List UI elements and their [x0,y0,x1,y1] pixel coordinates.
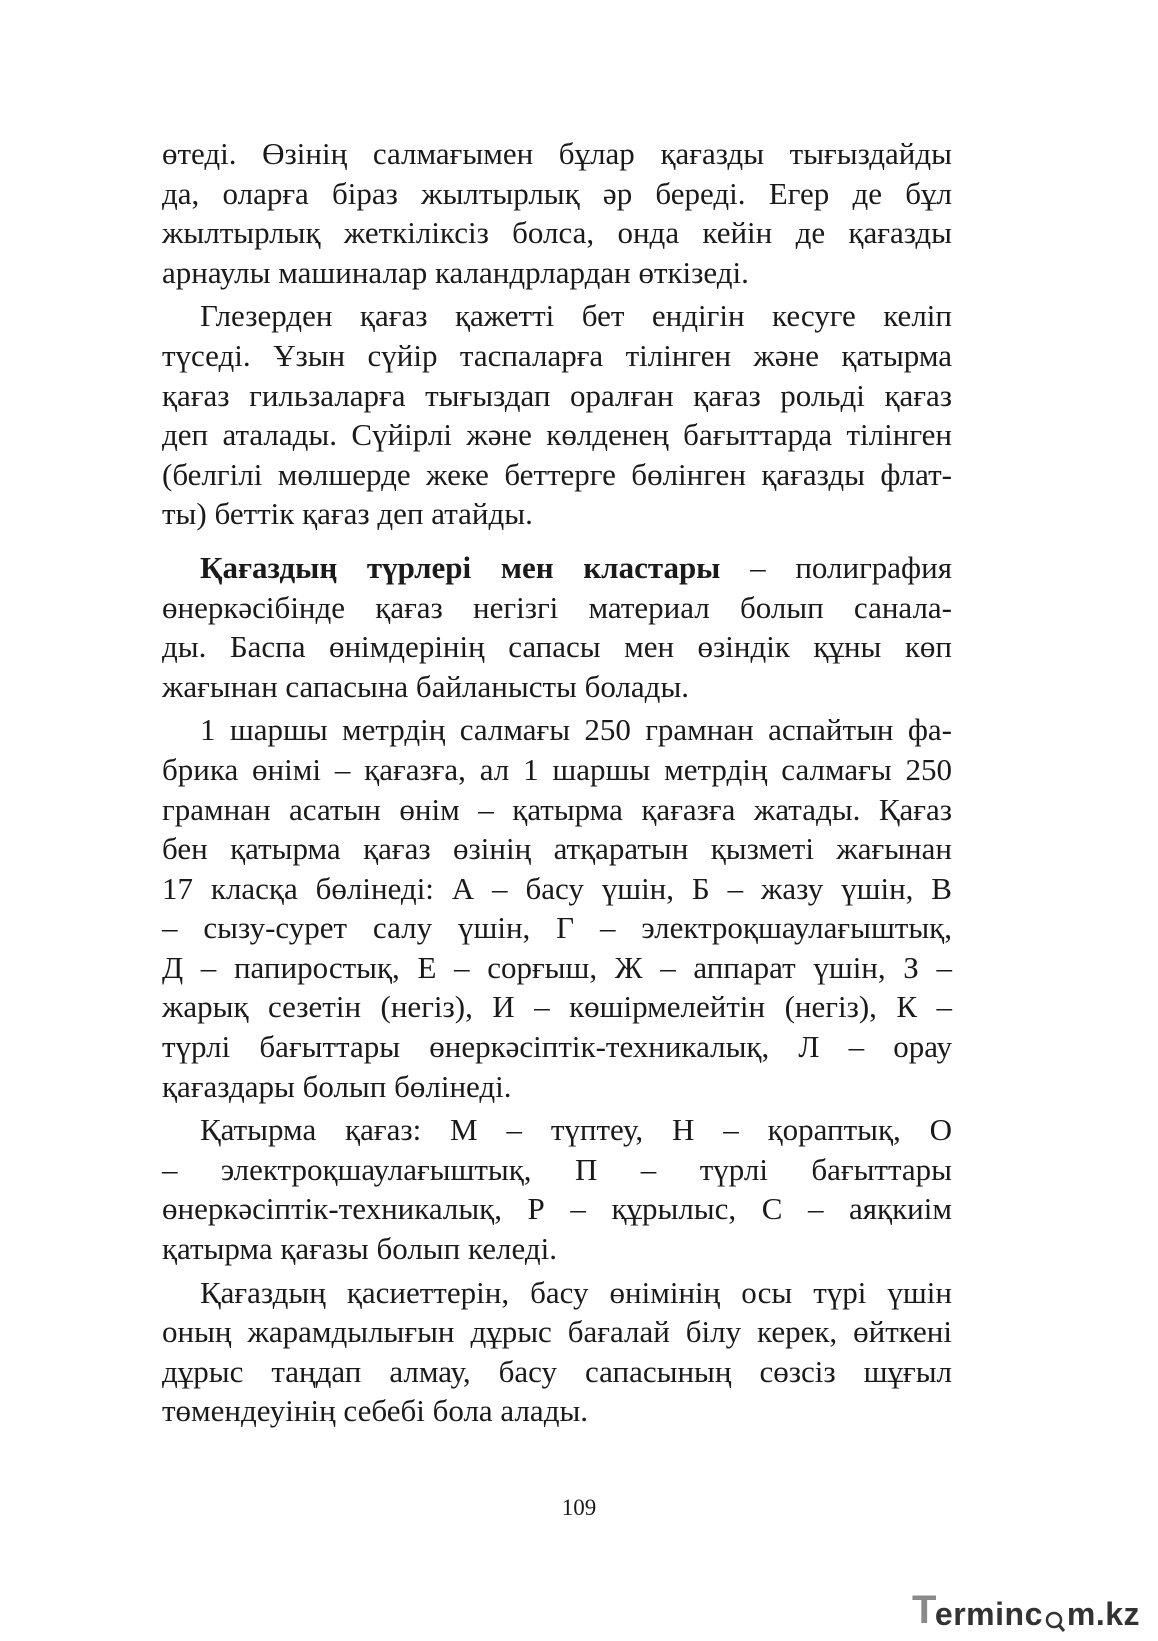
magnifier-icon [1044,1603,1066,1633]
text-line: жарық сезетін (негіз), И – көшірмелейтін (негіз), К – [162,989,952,1025]
page-body [162,134,952,1431]
text-line: төмендеуінің себебі бола алады. [162,1393,589,1429]
text-line: түрлі бағыттары өнеркәсіптік-техникалық, Л – орау [162,1029,952,1065]
text-line: Глезерден қағаз қажетті бет ендігін кесуге келіп [200,298,952,334]
text-line: Қатырма қағаз: М – түптеу, Н – қораптық, О [200,1112,952,1148]
text-line: брика өнімі – қағазға, ал 1 шаршы метрдің салмағы 250 [162,751,952,787]
text-line: қағаздары болып бөлінеді. [162,1068,512,1104]
text-line: грамнан асатын өнім – қатырма қағазға жатады. Қағаз [162,791,952,827]
text-line: 1 шаршы метрдің салмағы 250 грамнан аспайтын фа- [200,712,952,748]
text-line: өнеркәсібінде қағаз негізгі материал болып санала- [162,589,952,625]
text-line: ды. Баспа өнімдерінің сапасы мен өзіндік құны көп [162,629,952,665]
paragraph-1 [162,134,952,292]
site-watermark[interactable] [912,1588,1140,1633]
text-line: арнаулы машиналар каландрлардан өткізеді. [162,254,749,290]
watermark-logo-text-b: m.kz [1066,1596,1140,1632]
paragraph-3 [162,548,952,706]
page-number: 109 [561,1495,597,1520]
text-line: оның жарамдылығын дұрыс бағалай білу керек, өйткені [162,1314,952,1350]
text-line: – электроқшаулағыштық, П – түрлі бағыттары [162,1151,952,1187]
watermark-logo-letter: T [911,1588,937,1632]
watermark-logo-text-a: erminc [934,1596,1043,1632]
text-line: дұрыс таңдап алмау, басу сапасының сөзсіз шұғыл [162,1353,952,1389]
text-line [162,548,952,588]
text-line: өтеді. Өзінің салмағымен бұлар қағазды тығыздайды [162,136,952,171]
text-line: да, оларға біраз жылтырлық әр береді. Егер де бұл [162,175,952,211]
section-heading: Қағаздың түрлері мен кластары [200,549,721,585]
paragraph-4 [162,710,952,1106]
paragraph-5 [162,1110,952,1268]
text-line: – сызу-сурет салу үшін, Г – электроқшаулағыштық, [162,910,952,946]
text-line: жағынан сапасына байланысты болады. [162,668,690,704]
text-line: бен қатырма қағаз өзінің атқаратын қызметі жағынан [162,831,952,867]
text-line: өнеркәсіптік-техникалық, Р – құрылыс, С – аяқкиім [162,1191,952,1227]
text-line: түседі. Ұзын сүйір таспаларға тілінген және қатырма [162,337,952,373]
text-line: жылтырлық жеткіліксіз болса, онда кейін де қағазды [162,215,952,251]
text-line: (белгілі мөлшерде жеке беттерге бөлінген қағазды флат- [162,456,952,492]
text-line: Қағаздың қасиеттерін, басу өнімінің осы түрі үшін [200,1274,952,1310]
text-line: Д – папиростық, Е – сорғыш, Ж – аппарат үшін, З – [162,949,952,985]
text-line: 17 класқа бөлінеді: А – басу үшін, Б – жазу үшін, В [162,870,952,906]
text-line: деп аталады. Сүйірлі және көлденең бағыттарда тілінген [162,417,952,453]
paragraph-2 [162,296,952,534]
paragraph-6 [162,1273,952,1431]
text-line: қағаз гильзаларға тығыздап оралған қағаз рольді қағаз [162,377,952,413]
text-line: ты) беттік қағаз деп атайды. [162,496,533,532]
text-line: қатырма қағазы болып келеді. [162,1231,557,1267]
heading-continuation: – полиграфия [720,549,952,585]
